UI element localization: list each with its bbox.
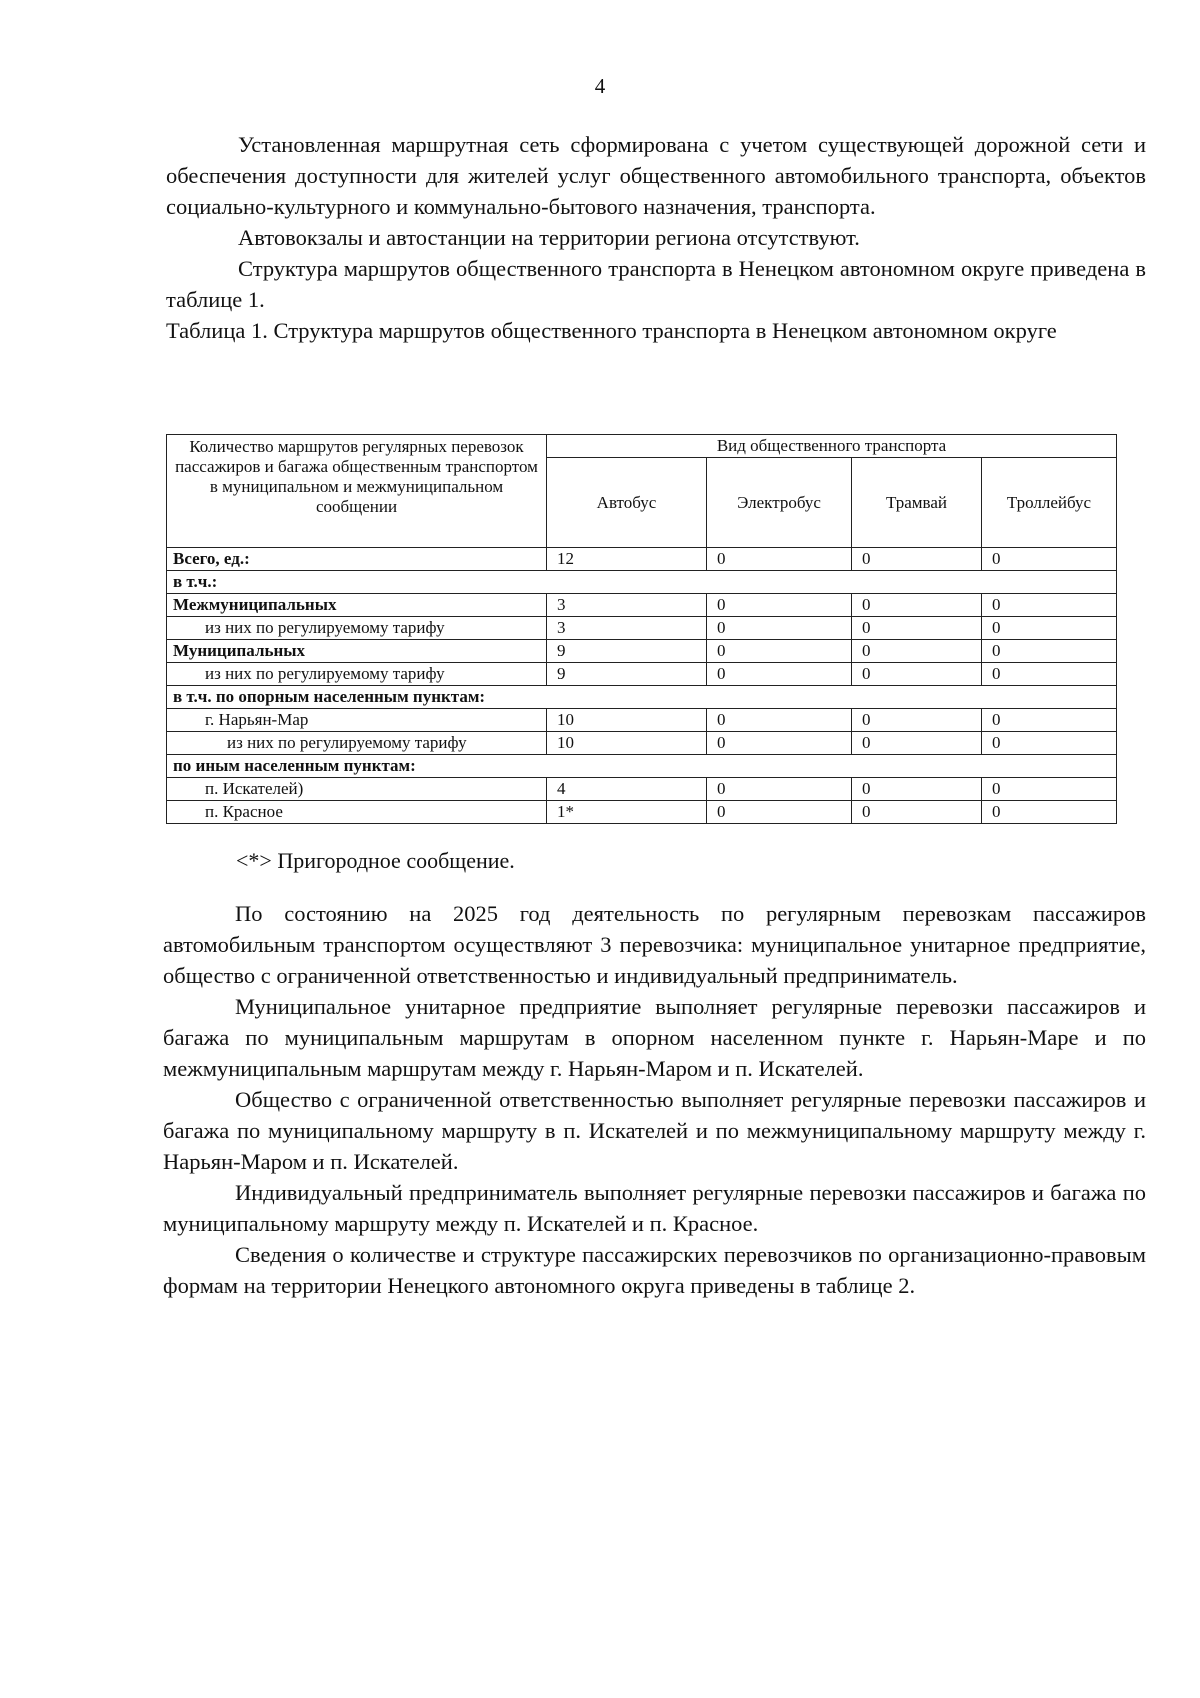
cell-electrobus: 0 [707, 778, 852, 801]
paragraph-municipal-enterprise: Муниципальное унитарное предприятие выполняет регулярные перевозки пассажиров и багажа по муниципальным маршрутам в опорном населенном пункте г. Нарьян-Маре и по межмуниципальным маршрутам между г. Нарьян-Маром и п. Искателей. [163, 994, 1146, 1081]
cell-tram: 0 [852, 732, 982, 755]
table-row [167, 686, 1117, 709]
cell-trolleybus: 0 [982, 732, 1117, 755]
cell-trolleybus: 0 [982, 663, 1117, 686]
cell-tram: 0 [852, 640, 982, 663]
cell-bus: 4 [547, 778, 707, 801]
table-row [167, 801, 1117, 824]
table-row [167, 571, 1117, 594]
header-bus: Автобус [547, 458, 707, 548]
row-label: Муниципальных [167, 640, 547, 663]
cell-bus: 9 [547, 640, 707, 663]
cell-tram: 0 [852, 663, 982, 686]
table-footnote: <*> Пригородное сообщение. [236, 848, 515, 873]
row-label: из них по регулируемому тарифу [167, 617, 547, 640]
cell-bus: 1* [547, 801, 707, 824]
cell-tram: 0 [852, 709, 982, 732]
header-tram: Трамвай [852, 458, 982, 548]
cell-trolleybus: 0 [982, 548, 1117, 571]
cell-bus: 3 [547, 594, 707, 617]
table-row [167, 755, 1117, 778]
row-label: Всего, ед.: [167, 548, 547, 571]
cell-trolleybus: 0 [982, 709, 1117, 732]
routes-table [166, 434, 1117, 824]
cell-electrobus: 0 [707, 709, 852, 732]
cell-trolleybus: 0 [982, 617, 1117, 640]
row-label: из них по регулируемому тарифу [167, 732, 547, 755]
row-label: Межмуниципальных [167, 594, 547, 617]
cell-electrobus: 0 [707, 548, 852, 571]
cell-electrobus: 0 [707, 594, 852, 617]
cell-tram: 0 [852, 801, 982, 824]
body-section [163, 898, 1146, 1301]
paragraph-llc: Общество с ограниченной ответственностью выполняет регулярные перевозки пассажиров и багажа по муниципальному маршруту в п. Искателей и по межмуниципальному маршруту между г. Нарьян-Маром и п. Искателей. [163, 1087, 1146, 1174]
row-label: г. Нарьян-Мар [167, 709, 547, 732]
cell-electrobus: 0 [707, 732, 852, 755]
section-label: по иным населенным пунктам: [167, 755, 1117, 778]
cell-bus: 3 [547, 617, 707, 640]
cell-bus: 12 [547, 548, 707, 571]
cell-tram: 0 [852, 594, 982, 617]
row-label: п. Красное [167, 801, 547, 824]
cell-bus: 9 [547, 663, 707, 686]
cell-trolleybus: 0 [982, 801, 1117, 824]
intro-section [166, 129, 1146, 346]
cell-electrobus: 0 [707, 663, 852, 686]
cell-tram: 0 [852, 548, 982, 571]
cell-bus: 10 [547, 732, 707, 755]
header-trolleybus: Троллейбус [982, 458, 1117, 548]
table-row [167, 617, 1117, 640]
paragraph-carriers-count: По состоянию на 2025 год деятельность по регулярным перевозкам пассажиров автомобильным транспортом осуществляют 3 перевозчика: муниципальное унитарное предприятие, общество с ограниченной ответственностью и индивидуальный предприниматель. [163, 901, 1146, 988]
cell-electrobus: 0 [707, 801, 852, 824]
routes-table-container [166, 434, 1116, 824]
table-row [167, 640, 1117, 663]
paragraph-route-network: Установленная маршрутная сеть сформирована с учетом существующей дорожной сети и обеспечения доступности для жителей услуг общественного автомобильного транспорта, объектов социально-культурного и коммунально-бытового назначения, транспорта. [166, 132, 1146, 219]
cell-electrobus: 0 [707, 617, 852, 640]
table-row [167, 732, 1117, 755]
section-label: в т.ч. по опорным населенным пунктам: [167, 686, 1117, 709]
table-row [167, 778, 1117, 801]
table-row [167, 594, 1117, 617]
cell-tram: 0 [852, 778, 982, 801]
header-transport-type: Вид общественного транспорта [547, 435, 1117, 458]
paragraph-table2-ref: Сведения о количестве и структуре пассажирских перевозчиков по организационно-правовым формам на территории Ненецкого автономного округа приведены в таблице 2. [163, 1242, 1146, 1298]
row-label: из них по регулируемому тарифу [167, 663, 547, 686]
cell-bus: 10 [547, 709, 707, 732]
row-label: п. Искателей) [167, 778, 547, 801]
section-label: в т.ч.: [167, 571, 1117, 594]
header-electrobus: Электробус [707, 458, 852, 548]
page-number: 4 [594, 74, 606, 98]
paragraph-entrepreneur: Индивидуальный предприниматель выполняет регулярные перевозки пассажиров и багажа по муниципальному маршруту между п. Искателей и п. Красное. [163, 1180, 1146, 1236]
table-row [167, 663, 1117, 686]
cell-trolleybus: 0 [982, 640, 1117, 663]
table-caption: Таблица 1. Структура маршрутов общественного транспорта в Ненецком автономном округе [166, 318, 1057, 343]
paragraph-structure-intro: Структура маршрутов общественного транспорта в Ненецком автономном округе приведена в таблице 1. [166, 256, 1146, 312]
cell-trolleybus: 0 [982, 594, 1117, 617]
cell-tram: 0 [852, 617, 982, 640]
table-row [167, 709, 1117, 732]
cell-electrobus: 0 [707, 640, 852, 663]
header-route-count: Количество маршрутов регулярных перевозок пассажиров и багажа общественным транспортом в муниципальном и межмуниципальном сообщении [167, 435, 547, 548]
cell-trolleybus: 0 [982, 778, 1117, 801]
paragraph-bus-stations: Автовокзалы и автостанции на территории региона отсутствуют. [238, 225, 860, 250]
table-row [167, 548, 1117, 571]
